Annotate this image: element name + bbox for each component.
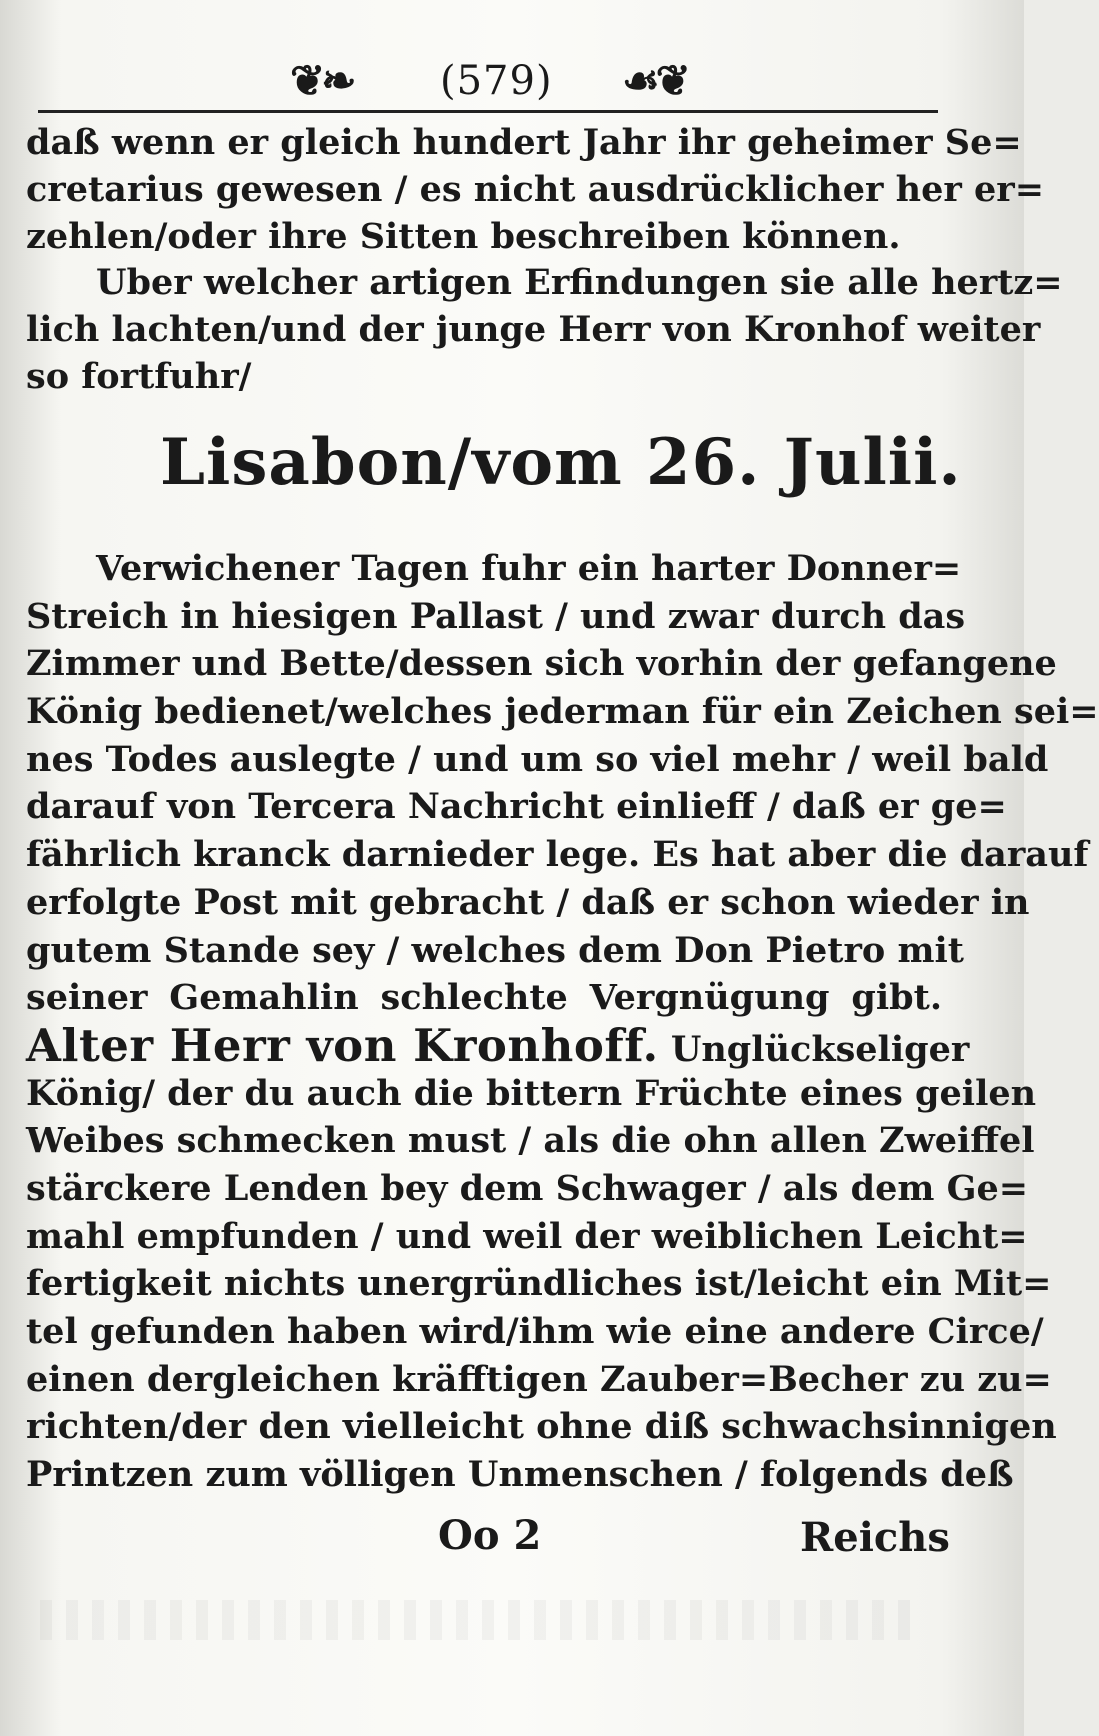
speaker-line	[26, 1018, 970, 1072]
text-line: Zimmer und Bette/dessen sich vorhin der gefangene	[26, 643, 1057, 685]
text-line: so fortfuhr/	[26, 355, 252, 397]
running-header	[0, 52, 1024, 112]
text-block-main	[26, 545, 1099, 1499]
text-line: nes Todes auslegte / und um so viel mehr / weil bald	[26, 738, 1049, 780]
text-line: cretarius gewesen / es nicht ausdrücklicher her er=	[26, 168, 1045, 210]
speaker-name: Alter Herr von Kronhoff.	[26, 1018, 659, 1072]
text-line: Verwichener Tagen fuhr ein harter Donner=	[96, 548, 962, 589]
page-footer	[0, 1512, 1024, 1572]
header-ornament-left-icon: ❦❧	[290, 56, 353, 105]
text-line: fährlich kranck darnieder lege. Es hat aber die darauf	[26, 834, 1089, 876]
text-line: fertigkeit nichts unergründliches ist/leicht ein Mit=	[26, 1263, 1052, 1305]
signature-mark: Oo 2	[438, 1512, 542, 1559]
text-line: mahl empfunden / und weil der weiblichen Leicht=	[26, 1215, 1028, 1257]
text-line: zehlen/oder ihre Sitten beschreiben können.	[26, 215, 901, 257]
text-block-top	[26, 120, 1063, 401]
text-line: König/ der du auch die bittern Früchte eines geilen	[26, 1072, 1037, 1114]
header-rule	[38, 110, 938, 113]
text-line: daß wenn er gleich hundert Jahr ihr geheimer Se=	[26, 122, 1022, 163]
section-heading: Lisabon/vom 26. Julii.	[160, 425, 962, 500]
speaker-line-rest: Unglückseliger	[670, 1028, 970, 1070]
text-line: stärckere Lenden bey dem Schwager / als dem Ge=	[26, 1167, 1029, 1209]
text-line: König bedienet/welches jederman für ein Zeichen sei=	[26, 691, 1099, 733]
text-line: richten/der den vielleicht ohne diß schwachsinnigen	[26, 1406, 1057, 1448]
catchword: Reichs	[800, 1514, 950, 1561]
page-number: (579)	[440, 58, 553, 104]
text-line: gutem Stande sey / welches dem Don Pietro mit	[26, 929, 964, 971]
text-line: darauf von Tercera Nachricht einlieff / daß er ge=	[26, 786, 1007, 828]
text-line: einen dergleichen kräfftigen Zauber=Becher zu zu=	[26, 1358, 1052, 1400]
header-ornament-right-icon: ☙❦	[622, 56, 687, 105]
text-line: lich lachten/und der junge Herr von Kronhof weiter	[26, 309, 1041, 351]
text-line: tel gefunden haben wird/ihm wie eine andere Circe/	[26, 1311, 1044, 1352]
text-line: Printzen zum völligen Unmenschen / folgends deß	[26, 1454, 1014, 1496]
text-line: Weibes schmecken must / als die ohn allen Zweiffel	[26, 1120, 1035, 1162]
text-line: Streich in hiesigen Pallast / und zwar durch das	[26, 595, 966, 637]
text-line: Uber welcher artigen Erfindungen sie alle hertz=	[96, 262, 1063, 304]
show-through-texture	[40, 1600, 920, 1640]
text-line: seiner Gemahlin schlechte Vergnügung gibt.	[26, 977, 942, 1019]
text-line: erfolgte Post mit gebracht / daß er schon wieder in	[26, 881, 1030, 923]
